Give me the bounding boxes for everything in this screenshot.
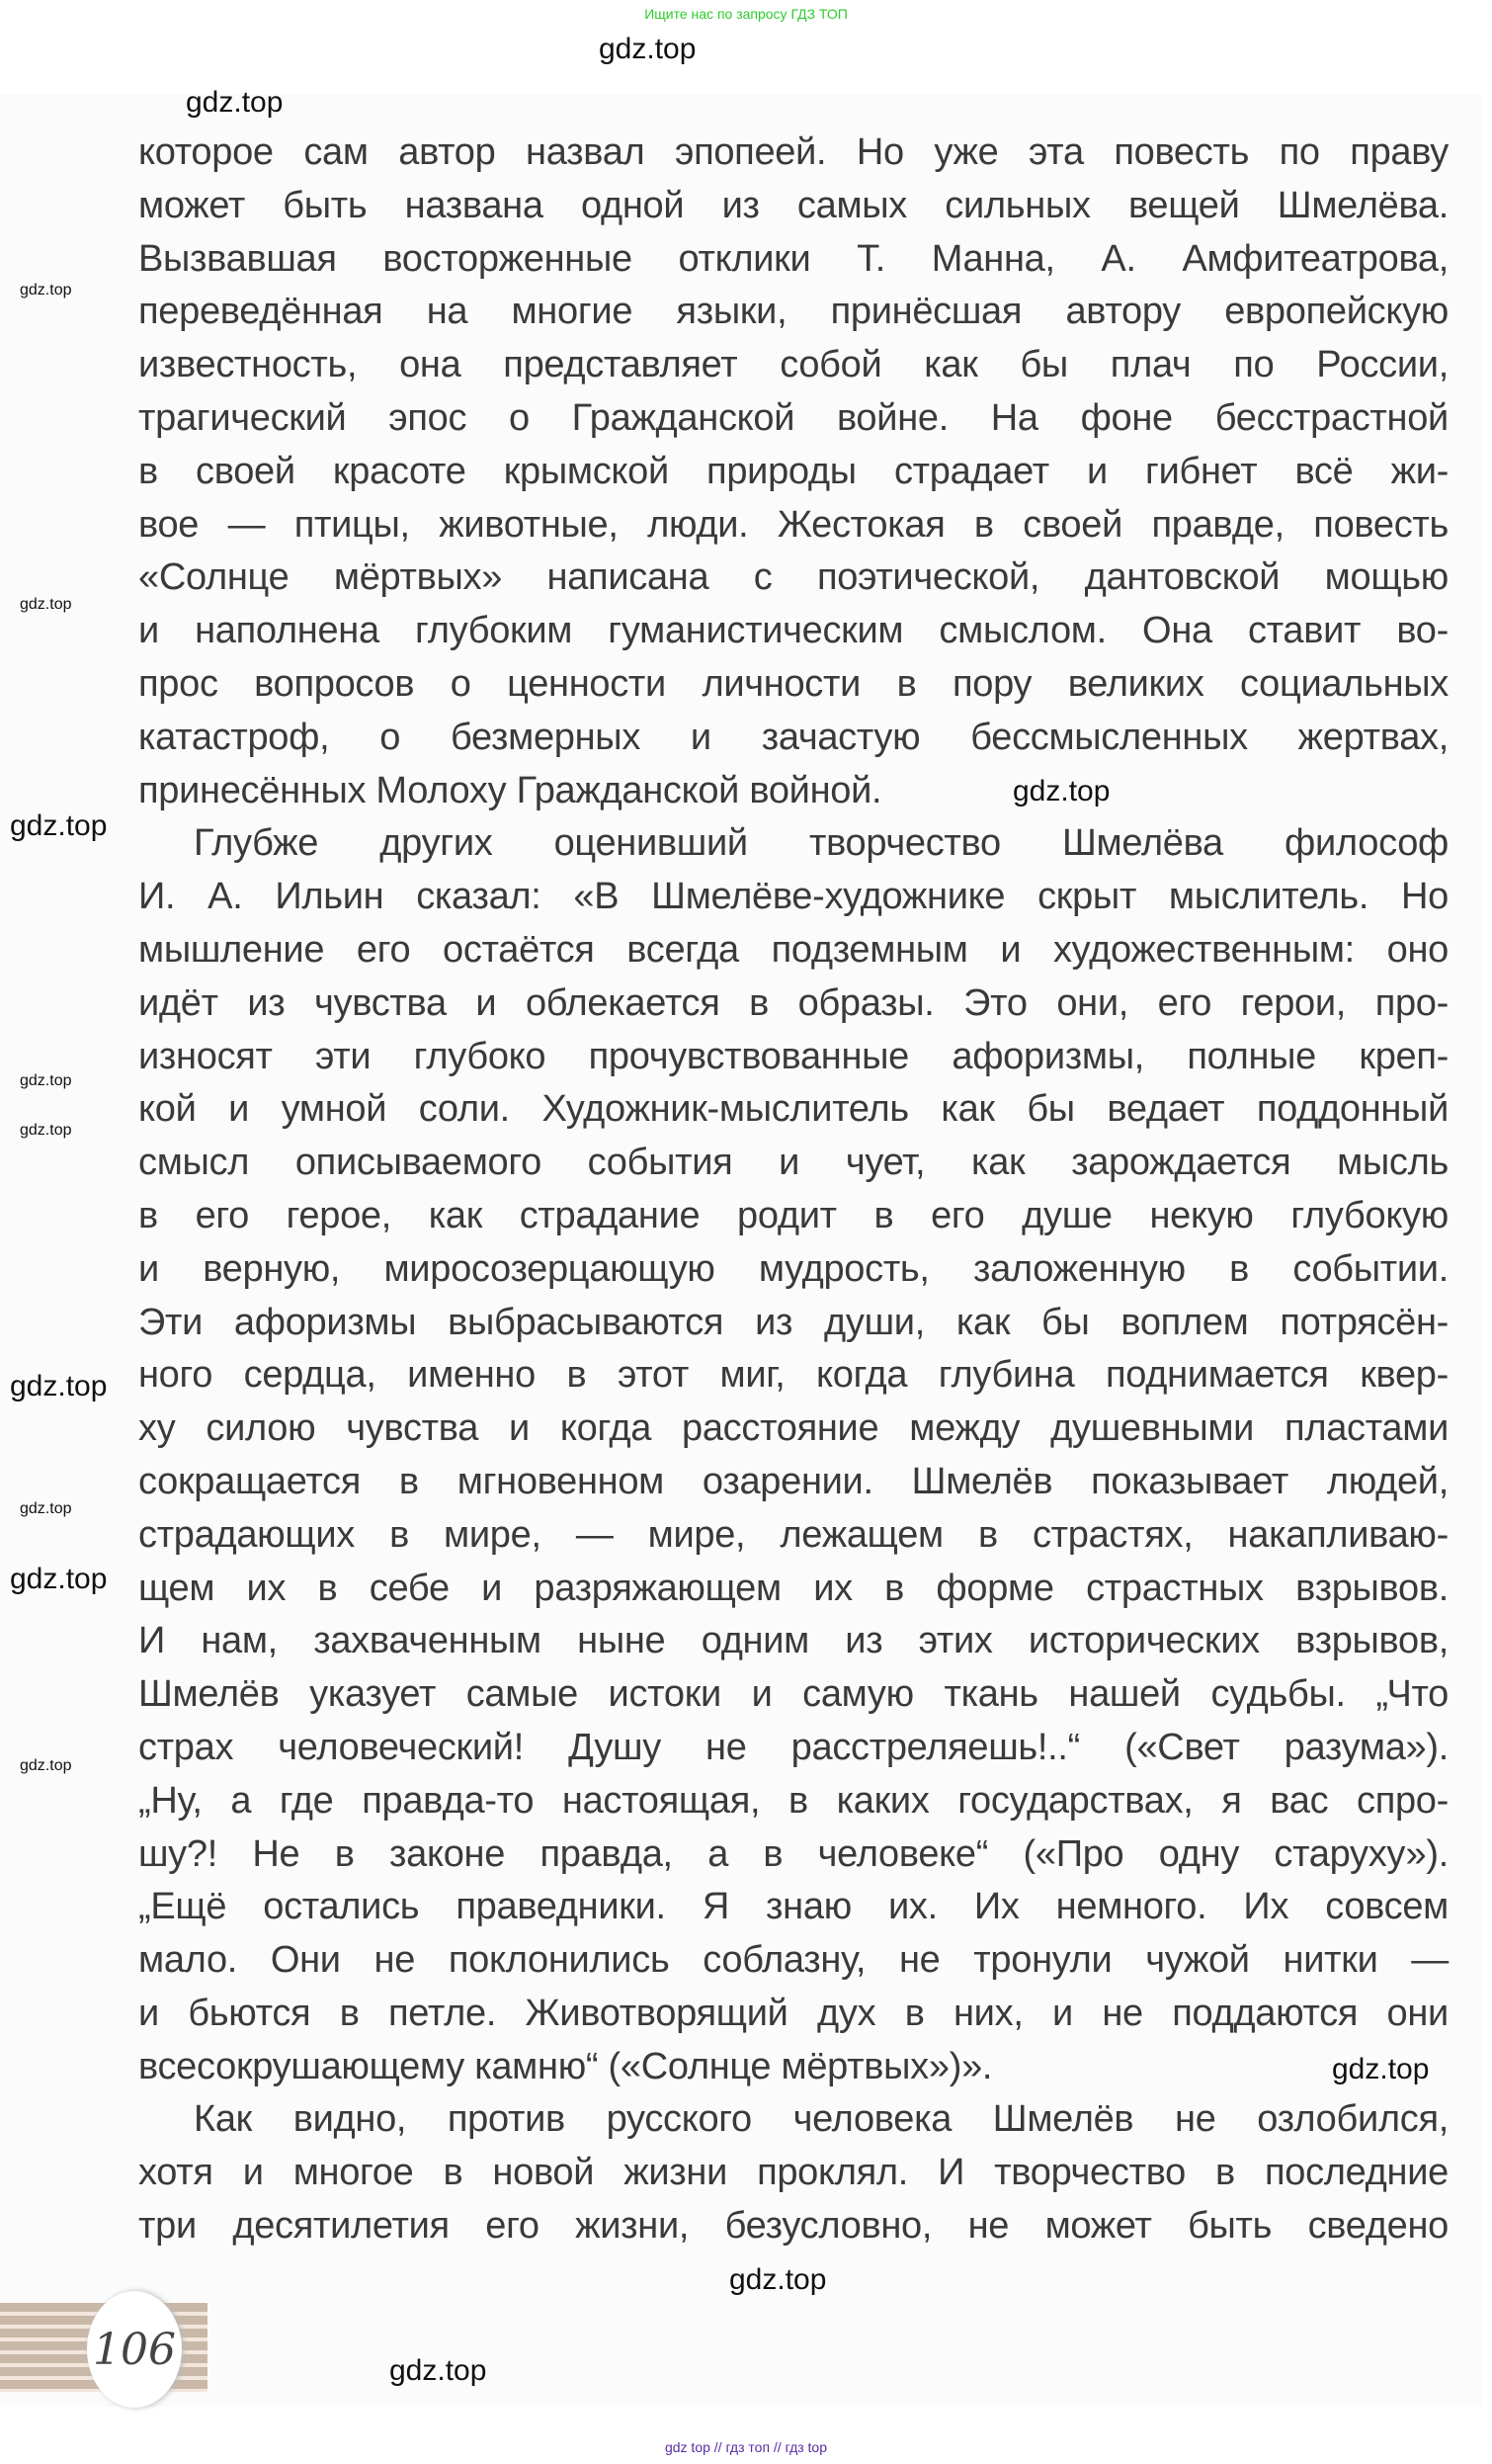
body-text <box>138 127 1449 2253</box>
text-line: смысл описываемого события и чует, как зарождается мысль <box>138 1142 1449 1184</box>
watermark: gdz.top <box>20 1757 72 1774</box>
text-line: принесённых Молоху Гражданской войной. <box>138 769 882 811</box>
watermark: gdz.top <box>10 1563 108 1595</box>
text-line: катастроф, о безмерных и зачастую бессмысленных жертвах, <box>138 716 1449 758</box>
watermark: gdz.top <box>186 86 284 119</box>
watermark: gdz.top <box>729 2263 827 2296</box>
text-line: мало. Они не поклонились соблазну, не тронули чужой нитки — <box>138 1939 1449 1982</box>
text-line: «Солнце мёртвых» написана с поэтической, дантовской мощью <box>138 556 1449 599</box>
text-line: „Ну, а где правда-то настоящая, в каких государствах, я вас спро- <box>138 1779 1449 1822</box>
text-line: ного сердца, именно в этот миг, когда глубина поднимается квер- <box>138 1354 1449 1397</box>
text-line: И нам, захваченным ныне одним из этих исторических взрывов, <box>138 1620 1449 1662</box>
text-line: Как видно, против русского человека Шмелёв не озлобился, <box>194 2098 1449 2141</box>
text-line: в его герое, как страдание родит в его душе некую глубокую <box>138 1194 1449 1236</box>
watermark: gdz.top <box>389 2354 487 2387</box>
watermark: gdz.top <box>20 1072 72 1089</box>
text-line: которое сам автор назвал эпопеей. Но уже эта повесть по праву <box>138 131 1449 173</box>
text-line: может быть названа одной из самых сильных вещей Шмелёва. <box>138 184 1449 226</box>
bottom-ad-banner[interactable]: gdz top // гдз топ // гдз top <box>664 2439 828 2455</box>
text-line: и верную, миросозерцающую мудрость, заложенную в событии. <box>138 1247 1449 1290</box>
text-line: Шмелёв указует самые истоки и самую ткань нашей судьбы. „Что <box>138 1673 1449 1716</box>
page-number: 106 <box>87 2291 182 2408</box>
text-line: мышление его остаётся всегда подземным и художественным: оно <box>138 928 1449 971</box>
watermark: gdz.top <box>10 809 108 842</box>
top-ad-banner[interactable]: Ищите нас по запросу ГДЗ ТОП <box>644 6 848 22</box>
watermark: gdz.top <box>20 1500 72 1517</box>
text-line: ху силою чувства и когда расстояние между душевными пластами <box>138 1407 1449 1450</box>
text-line: хотя и многое в новой жизни проклял. И творчество в последние <box>138 2152 1449 2194</box>
text-line: известность, она представляет собой как бы плач по России, <box>138 344 1449 386</box>
text-line: „Ещё остались праведники. Я знаю их. Их немного. Их совсем <box>138 1886 1449 1928</box>
text-line: страдающих в мире, — мире, лежащем в страстях, накапливаю- <box>138 1513 1449 1556</box>
watermark: gdz.top <box>20 1122 72 1139</box>
watermark: gdz.top <box>20 282 72 298</box>
watermark: gdz.top <box>599 33 697 65</box>
text-line: сокращается в мгновенном озарении. Шмелёв показывает людей, <box>138 1460 1449 1502</box>
text-line: И. А. Ильин сказал: «В Шмелёве-художнике скрыт мыслитель. Но <box>138 876 1449 918</box>
text-line: переведённая на многие языки, принёсшая автору европейскую <box>138 291 1449 333</box>
text-line: шу?! Не в законе правда, а в человеке“ («Про одну старуху»). <box>138 1832 1449 1875</box>
text-line: кой и умной соли. Художник-мыслитель как бы ведает поддонный <box>138 1088 1449 1131</box>
text-line: щем их в себе и разряжающем их в форме страстных взрывов. <box>138 1567 1449 1609</box>
text-line: и бьются в петле. Животворящий дух в них, и не поддаются они <box>138 1992 1449 2034</box>
text-line: прос вопросов о ценности личности в пору великих социальных <box>138 662 1449 705</box>
text-line: три десятилетия его жизни, безусловно, не может быть сведено <box>138 2205 1449 2248</box>
watermark: gdz.top <box>1013 775 1111 807</box>
text-line: Вызвавшая восторженные отклики Т. Манна, А. Амфитеатрова, <box>138 237 1449 280</box>
text-line: износят эти глубоко прочувствованные афоризмы, полные креп- <box>138 1035 1449 1077</box>
text-line: всесокрушающему камню“ («Солнце мёртвых»)». <box>138 2045 993 2087</box>
watermark: gdz.top <box>1332 2053 1430 2085</box>
watermark: gdz.top <box>10 1370 108 1402</box>
text-line: трагический эпос о Гражданской войне. На фоне бесстрастной <box>138 396 1449 439</box>
text-line: вое — птицы, животные, люди. Жестокая в своей правде, повесть <box>138 503 1449 546</box>
text-line: и наполнена глубоким гуманистическим смыслом. Она ставит во- <box>138 610 1449 652</box>
text-line: Глубже других оценивший творчество Шмелёва философ <box>194 822 1449 865</box>
text-line: идёт из чувства и облекается в образы. Это они, его герои, про- <box>138 981 1449 1024</box>
text-line: страх человеческий! Душу не расстреляешь!..“ («Свет разума»). <box>138 1726 1449 1768</box>
text-line: Эти афоризмы выбрасываются из души, как бы воплем потрясён- <box>138 1301 1449 1343</box>
text-line: в своей красоте крымской природы страдает и гибнет всё жи- <box>138 450 1449 492</box>
watermark: gdz.top <box>20 596 72 613</box>
